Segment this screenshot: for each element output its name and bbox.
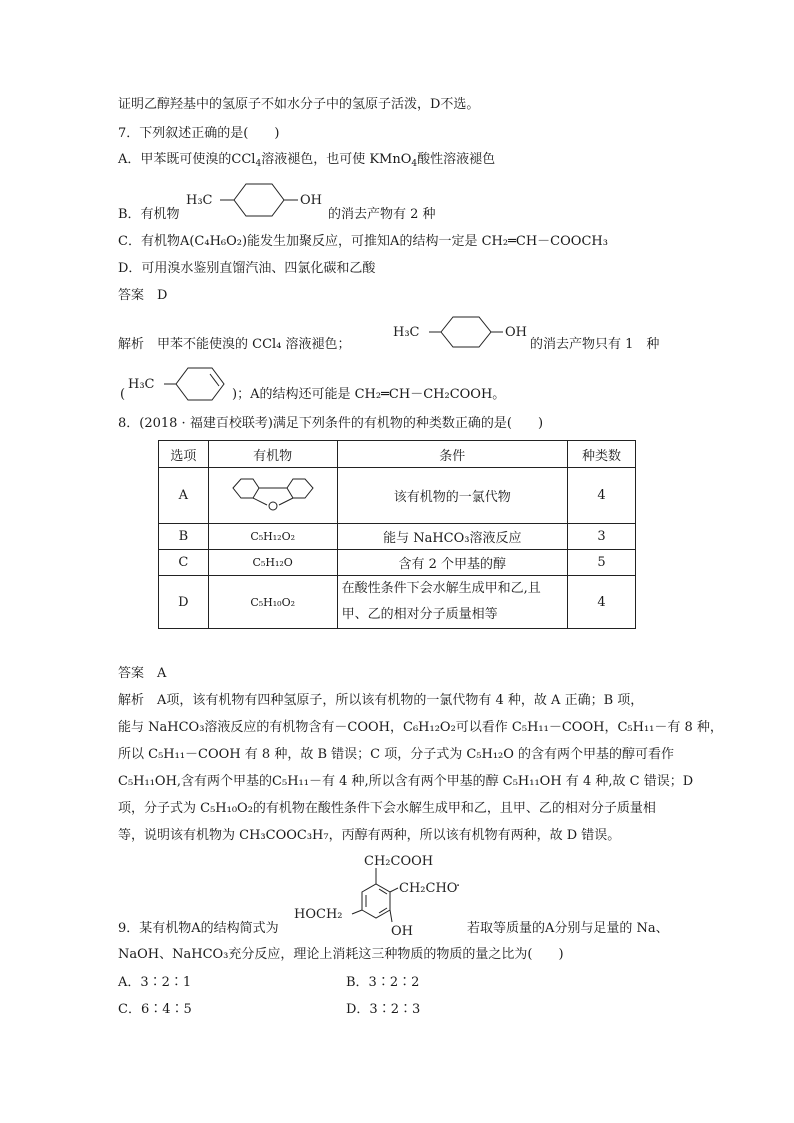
q9-option-b: B．3∶2∶2 — [346, 975, 420, 990]
q7-analysis-cyclohexene — [128, 362, 248, 404]
row-b-option: B — [159, 524, 209, 550]
row-d-count: 4 — [567, 576, 635, 629]
table-row — [159, 524, 636, 550]
row-b-count: 3 — [567, 524, 635, 550]
header-option: 选项 — [159, 441, 209, 468]
q9-option-d: D．3∶2∶3 — [346, 1002, 421, 1017]
q7-b-molecule — [186, 176, 336, 222]
q7-option-a: A．甲苯既可使溴的CCl$_4$溶液褪色，也可使 KMnO$_4$酸性溶液褪色 — [118, 152, 496, 169]
q7-answer: 答案 D — [118, 288, 168, 303]
row-c-organic: C₅H₁₂O — [208, 550, 337, 576]
dibenzofuran-svg — [227, 474, 319, 514]
row-d-organic: C₅H₁₀O₂ — [208, 576, 337, 629]
q7-option-d: D．可用溴水鉴别直馏汽油、四氯化碳和乙酸 — [118, 261, 376, 276]
q7-analysis-molecule — [393, 314, 533, 360]
q9-dot: . — [456, 875, 461, 890]
q8-table-header — [159, 441, 636, 468]
table-row — [159, 550, 636, 576]
dibenzofuran-structure — [208, 468, 337, 524]
row-b-organic: C₅H₁₂O₂ — [208, 524, 337, 550]
q8-stem: 8．(2018 · 福建百校联考)满足下列条件的有机物的种类数正确的是( ) — [118, 416, 544, 431]
q9-stem-pre: 9．某有机物A的结构简式为 — [118, 921, 279, 936]
header-condition: 条件 — [337, 441, 567, 468]
q9-stem-line2: NaOH、NaHCO₃充分反应，理论上消耗这三种物质的物质的量之比为( ) — [118, 947, 564, 962]
q7-analysis-open-paren: ( — [120, 387, 126, 402]
row-c-condition: 含有 2 个甲基的醇 — [337, 550, 567, 576]
q8-analysis-line: 项，分子式为 C₅H₁₀O₂的有机物在酸性条件下会水解生成甲和乙，且甲、乙的相对分子质量相 — [118, 801, 656, 816]
table-row — [159, 468, 636, 524]
header-organic: 有机物 — [208, 441, 337, 468]
row-d-option: D — [159, 576, 209, 629]
row-a-condition: 该有机物的一氯代物 — [337, 468, 567, 524]
q8-answer: 答案 A — [118, 666, 167, 681]
q8-table — [158, 440, 636, 629]
row-b-condition: 能与 NaHCO₃溶液反应 — [337, 524, 567, 550]
an-mol2-left: H₃C — [128, 377, 155, 392]
q8-analysis-line: 能与 NaHCO₃溶液反应的有机物含有－COOH，C₆H₁₂O₂可以看作 C₅H₁₁－COOH，C₅H₁₁－有 8 种， — [118, 720, 723, 735]
q7-analysis-post: 的消去产物只有 1 种 — [530, 337, 660, 352]
q9-mol-oh: OH — [391, 924, 413, 939]
q9-stem-post: 若取等质量的A分别与足量的 Na、 — [467, 921, 669, 936]
row-d-condition-line2: 甲、乙的相对分子质量相等 — [341, 607, 498, 622]
q7-stem: 7．下列叙述正确的是( ) — [118, 126, 280, 141]
an-mol-right: OH — [505, 325, 527, 340]
q8-analysis-line: 解析 A项，该有机物有四种氢原子，所以该有机物的一氯代物有 4 种，故 A 正确；B 项， — [118, 693, 644, 708]
q9-mol-left: HOCH₂ — [294, 907, 343, 922]
row-a-count: 4 — [567, 468, 635, 524]
q8-analysis-line: 等，说明该有机物为 CH₃COOC₃H₇，丙醇有两种，所以该有机物有两种，故 D 错误。 — [118, 828, 621, 843]
row-a-option: A — [159, 468, 209, 524]
q9-option-a: A．3∶2∶1 — [118, 975, 192, 990]
q9-mol-right: CH₂CHO — [399, 881, 458, 896]
q8-analysis-line: C₅H₁₁OH,含有两个甲基的C₅H₁₁－有 4 种,所以含有两个甲基的醇 C₅H₁₁OH 有 4 种,故 C 错误；D — [118, 774, 694, 789]
header-count: 种类数 — [567, 441, 635, 468]
q7-analysis-pre: 解析 甲苯不能使溴的 CCl₄ 溶液褪色； — [118, 337, 351, 352]
q9-option-c: C．6∶4∶5 — [118, 1002, 192, 1017]
row-c-count: 5 — [567, 550, 635, 576]
table-row — [159, 576, 636, 629]
q9-molecule — [294, 852, 474, 942]
an-mol-left: H₃C — [393, 325, 420, 340]
q7-b-mol-left: H₃C — [186, 193, 213, 208]
q7-b-mol-right: OH — [300, 193, 322, 208]
q9-mol-top: CH₂COOH — [364, 854, 434, 869]
q7-option-b-pre: B．有机物 — [118, 207, 180, 222]
q8-analysis-line: 所以 C₅H₁₁－COOH 有 8 种，故 B 错误；C 项，分子式为 C₅H₁₂O 的含有两个甲基的醇可看作 — [118, 747, 675, 762]
row-d-condition — [337, 576, 567, 629]
q7-option-b-post: 的消去产物有 2 种 — [328, 207, 436, 222]
intro-line: 证明乙醇羟基中的氢原子不如水分子中的氢原子活泼，D不选。 — [118, 97, 480, 112]
row-d-condition-line1: 在酸性条件下会水解生成甲和乙,且 — [341, 581, 541, 596]
q7-option-c: C．有机物A(C₄H₆O₂)能发生加聚反应，可推知A的结构一定是 CH₂═CH－COOCH₃ — [118, 234, 608, 249]
q7-analysis-line2: )；A的结构还可能是 CH₂═CH－CH₂COOH。 — [232, 387, 506, 402]
row-c-option: C — [159, 550, 209, 576]
